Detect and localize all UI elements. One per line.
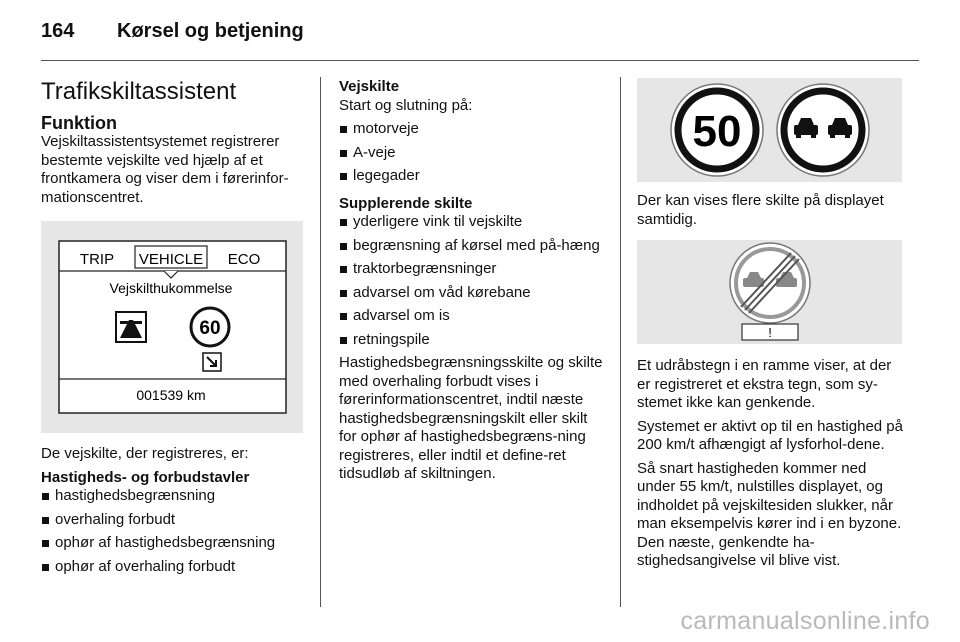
list-item: ophør af hastighedsbegrænsning bbox=[41, 534, 303, 553]
bullet-icon bbox=[340, 150, 347, 157]
display-illustration bbox=[41, 221, 303, 433]
speed-limit-50-sign-icon bbox=[671, 84, 763, 176]
extra-sign-mark: ! bbox=[768, 325, 772, 340]
bullet-icon bbox=[340, 337, 347, 344]
list-item: A-veje bbox=[339, 144, 605, 163]
list-item: advarsel om is bbox=[339, 307, 605, 326]
list-item: legegader bbox=[339, 167, 605, 186]
speed-signs-list bbox=[41, 487, 303, 576]
tab-vehicle: VEHICLE bbox=[138, 251, 204, 268]
display-sign-value: 60 bbox=[199, 318, 221, 339]
header-rule bbox=[41, 60, 919, 61]
bullet-icon bbox=[340, 290, 347, 297]
bullet-icon bbox=[340, 243, 347, 250]
intro-text: Vejskiltassistentsystemet registrerer bestemte vejskilte ved hjælp af et frontkamera og viser dem i førerinfor-mationscentret. bbox=[41, 133, 289, 206]
chapter-title: Kørsel og betjening bbox=[117, 20, 304, 42]
section-subtitle: Funktion bbox=[41, 113, 117, 133]
road-signs-label: Vejskilte bbox=[339, 78, 400, 95]
section-title: Trafikskiltassistent bbox=[41, 78, 237, 105]
road-signs-list bbox=[339, 120, 605, 186]
tab-trip: TRIP bbox=[79, 251, 115, 268]
watermark: carmanualsonline.info bbox=[680, 607, 930, 635]
list-item: begrænsning af kørsel med på-hæng bbox=[339, 237, 605, 256]
detected-signs-intro: De vejskilte, der registreres, er: bbox=[41, 445, 249, 462]
bullet-icon bbox=[42, 540, 49, 547]
bullet-icon bbox=[42, 493, 49, 500]
list-item: hastighedsbegrænsning bbox=[41, 487, 303, 506]
bullet-icon bbox=[340, 126, 347, 133]
list-item: retningspile bbox=[339, 331, 605, 350]
list-item: ophør af overhaling forbudt bbox=[41, 558, 303, 577]
end-no-overtaking-sign-icon bbox=[730, 243, 810, 323]
tab-eco: ECO bbox=[227, 251, 261, 268]
column-divider-2 bbox=[620, 77, 621, 607]
column-1 bbox=[41, 78, 303, 581]
list-item: traktorbegrænsninger bbox=[339, 260, 605, 279]
active-speed-text: Systemet er aktivt op til en hastighed på 200 km/t afhængigt af lysforhol-dene. bbox=[637, 417, 903, 453]
driver-info-display bbox=[41, 221, 303, 433]
list-item: motorveje bbox=[339, 120, 605, 139]
exclamation-text: Et udråbstegn i en ramme viser, at der er registreret et ekstra tegn, som sy-stemet ikke kan genkende. bbox=[637, 357, 892, 411]
supplementary-signs-label: Supplerende skilte bbox=[339, 194, 473, 212]
display-heading: Vejskilthukommelse bbox=[109, 280, 233, 296]
signs-illustration bbox=[637, 78, 902, 182]
bullet-icon bbox=[340, 173, 347, 180]
direction-arrow-icon bbox=[203, 353, 221, 371]
list-item: overhaling forbudt bbox=[41, 511, 303, 530]
supplementary-signs-list bbox=[339, 213, 605, 349]
page-header bbox=[41, 20, 304, 43]
speed-limit-sign-icon bbox=[191, 308, 229, 346]
odometer: 001539 km bbox=[136, 387, 206, 403]
bullet-icon bbox=[340, 313, 347, 320]
unknown-sign-illustration bbox=[637, 240, 902, 344]
list-item: advarsel om våd kørebane bbox=[339, 284, 605, 303]
no-overtaking-sign-icon bbox=[777, 84, 869, 176]
column-3 bbox=[637, 78, 904, 576]
multiple-signs-text: Der kan vises flere skilte på displayet samtidig. bbox=[637, 192, 884, 228]
column-2 bbox=[339, 78, 605, 489]
bullet-icon bbox=[42, 517, 49, 524]
bullet-icon bbox=[42, 564, 49, 571]
sign-speed-value: 50 bbox=[692, 107, 742, 156]
bullet-icon bbox=[340, 266, 347, 273]
speed-limit-paragraph: Hastighedsbegrænsningsskilte og skilte med overhaling forbudt vises i førerinformationscentret, indtil næste hastighedsbegrænsningskilt eller skilt for ophør af hastighedsbegræns-ning registreres, eller indtil et define-ret tidsudløb af skiltningen. bbox=[339, 354, 603, 482]
list-item: yderligere vink til vejskilte bbox=[339, 213, 605, 232]
page-number: 164 bbox=[41, 20, 75, 42]
road-signs-intro: Start og slutning på: bbox=[339, 96, 473, 114]
column-divider-1 bbox=[320, 77, 321, 607]
bullet-icon bbox=[340, 219, 347, 226]
reset-text: Så snart hastigheden kommer ned under 55 km/t, nulstilles displayet, og indholdet på vejskiltesiden slukker, når man eksempelvis kører ind i en byzone. Den næste, genkendte ha-stighedsangivelse vil blive vist. bbox=[637, 459, 902, 569]
speed-signs-label: Hastigheds- og forbudstavler bbox=[41, 468, 250, 486]
